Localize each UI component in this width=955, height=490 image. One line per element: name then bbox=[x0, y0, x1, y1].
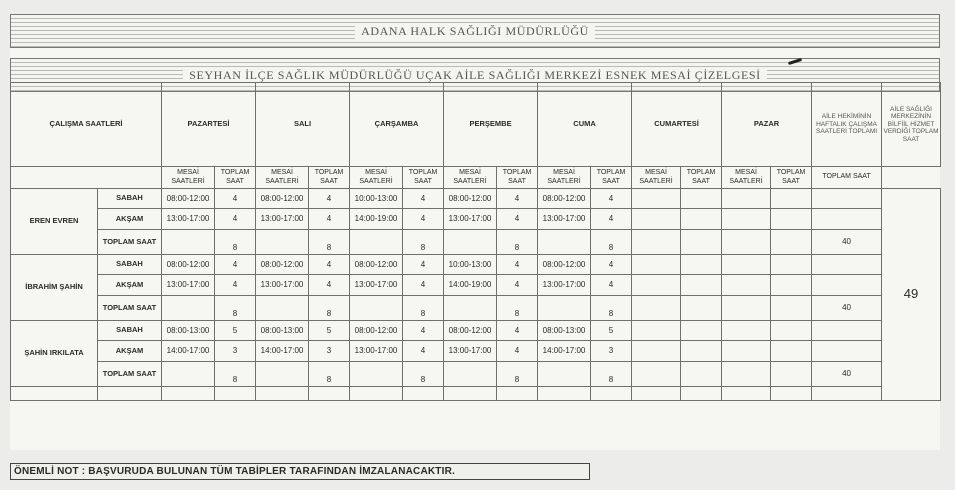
day-total-blank bbox=[538, 230, 591, 255]
doctor-name: EREN EVREN bbox=[11, 189, 98, 255]
day-total bbox=[771, 230, 812, 255]
toplam-cell: 4 bbox=[403, 209, 444, 230]
mesai-cell: 08:00-12:00 bbox=[256, 189, 309, 209]
mesai-cell: 08:00-12:00 bbox=[444, 189, 497, 209]
mesai-cell: 08:00-12:00 bbox=[350, 321, 403, 341]
weekly-hours: 40 bbox=[812, 230, 882, 255]
day-total-blank bbox=[722, 362, 771, 387]
header-toplam-saat-col: TOPLAM SAAT bbox=[812, 167, 882, 189]
shift-label-sabah: SABAH bbox=[98, 189, 162, 209]
toplam-cell: 4 bbox=[591, 189, 632, 209]
header-toplam-saat: TOPLAM SAAT bbox=[771, 167, 812, 189]
mesai-cell: 13:00-17:00 bbox=[256, 209, 309, 230]
header-mesai-saatleri: MESAİ SAATLERİ bbox=[350, 167, 403, 189]
mesai-cell: 14:00-17:00 bbox=[256, 341, 309, 362]
day-total: 8 bbox=[591, 230, 632, 255]
mesai-cell bbox=[632, 341, 681, 362]
doctor-name: İBRAHİM ŞAHİN bbox=[11, 255, 98, 321]
toplam-cell: 4 bbox=[591, 275, 632, 296]
header-day: PERŞEMBE bbox=[444, 83, 538, 167]
day-total-blank bbox=[444, 230, 497, 255]
header-mesai-saatleri: MESAİ SAATLERİ bbox=[632, 167, 681, 189]
header-day: PAZARTESİ bbox=[162, 83, 256, 167]
mesai-cell: 13:00-17:00 bbox=[350, 275, 403, 296]
day-total bbox=[771, 362, 812, 387]
header-mesai-saatleri: MESAİ SAATLERİ bbox=[444, 167, 497, 189]
shift-label-aksam: AKŞAM bbox=[98, 341, 162, 362]
blank-cell bbox=[98, 387, 162, 401]
blank-cell bbox=[256, 387, 309, 401]
day-total-blank bbox=[256, 230, 309, 255]
mesai-cell bbox=[722, 209, 771, 230]
mesai-cell: 08:00-12:00 bbox=[350, 255, 403, 275]
toplam-cell bbox=[771, 275, 812, 296]
toplam-cell bbox=[681, 321, 722, 341]
header-day: SALI bbox=[256, 83, 350, 167]
day-total bbox=[681, 230, 722, 255]
mesai-cell: 13:00-17:00 bbox=[538, 209, 591, 230]
blank-cell bbox=[403, 387, 444, 401]
blank-cell bbox=[722, 387, 771, 401]
toplam-cell bbox=[771, 341, 812, 362]
header-mesai-saatleri: MESAİ SAATLERİ bbox=[722, 167, 771, 189]
day-total-blank bbox=[632, 362, 681, 387]
page-subtitle: SEYHAN İLÇE SAĞLIK MÜDÜRLÜĞÜ UÇAK AİLE SAĞLIĞI MERKEZİ ESNEK MESAİ ÇİZELGESİ bbox=[183, 68, 767, 83]
toplam-cell bbox=[771, 209, 812, 230]
day-total-blank bbox=[162, 296, 215, 321]
weekly-empty bbox=[812, 321, 882, 341]
toplam-cell bbox=[771, 321, 812, 341]
mesai-cell bbox=[722, 255, 771, 275]
blank-cell bbox=[11, 387, 98, 401]
header-blank bbox=[11, 167, 162, 189]
day-total: 8 bbox=[403, 362, 444, 387]
weekly-empty bbox=[812, 275, 882, 296]
day-total-blank bbox=[162, 362, 215, 387]
weekly-empty bbox=[812, 255, 882, 275]
mesai-cell: 14:00-19:00 bbox=[350, 209, 403, 230]
day-total-blank bbox=[722, 230, 771, 255]
mesai-cell: 08:00-12:00 bbox=[162, 255, 215, 275]
toplam-cell bbox=[771, 189, 812, 209]
weekly-empty bbox=[812, 341, 882, 362]
header-weekly-total: AİLE HEKİMİNİN HAFTALIK ÇALIŞMA SAATLERİ TOPLAMI bbox=[812, 83, 882, 167]
day-total: 8 bbox=[215, 296, 256, 321]
header-day: CUMA bbox=[538, 83, 632, 167]
mesai-cell: 08:00-12:00 bbox=[538, 255, 591, 275]
day-total-blank bbox=[444, 296, 497, 321]
day-total-blank bbox=[256, 362, 309, 387]
day-total: 8 bbox=[497, 362, 538, 387]
day-total-blank bbox=[350, 296, 403, 321]
mesai-cell bbox=[722, 275, 771, 296]
mesai-cell: 08:00-13:00 bbox=[538, 321, 591, 341]
blank-cell bbox=[538, 387, 591, 401]
day-total: 8 bbox=[591, 296, 632, 321]
day-total: 8 bbox=[497, 296, 538, 321]
header-calisma-saatleri: ÇALIŞMA SAATLERİ bbox=[11, 83, 162, 167]
header-service-total: AİLE SAĞLIĞI MERKEZİNİN BİLFİİL HİZMET VERDİĞİ TOPLAM SAAT bbox=[882, 83, 941, 167]
day-total-blank bbox=[350, 362, 403, 387]
toplam-cell bbox=[681, 189, 722, 209]
toplam-cell: 4 bbox=[309, 255, 350, 275]
day-total bbox=[681, 362, 722, 387]
toplam-cell: 4 bbox=[403, 321, 444, 341]
header-mesai-saatleri: MESAİ SAATLERİ bbox=[256, 167, 309, 189]
page-title: ADANA HALK SAĞLIĞI MÜDÜRLÜĞÜ bbox=[355, 24, 595, 39]
header-toplam-saat: TOPLAM SAAT bbox=[681, 167, 722, 189]
toplam-cell: 4 bbox=[497, 189, 538, 209]
mesai-cell bbox=[632, 255, 681, 275]
toplam-cell: 4 bbox=[497, 321, 538, 341]
toplam-cell: 4 bbox=[215, 255, 256, 275]
day-total: 8 bbox=[215, 230, 256, 255]
toplam-cell: 4 bbox=[403, 341, 444, 362]
mesai-cell: 13:00-17:00 bbox=[350, 341, 403, 362]
day-total: 8 bbox=[215, 362, 256, 387]
doctor-name: ŞAHİN IRKILATA bbox=[11, 321, 98, 387]
mesai-cell bbox=[722, 321, 771, 341]
mesai-cell: 13:00-17:00 bbox=[162, 209, 215, 230]
mesai-cell: 08:00-12:00 bbox=[538, 189, 591, 209]
toplam-cell bbox=[771, 255, 812, 275]
mesai-cell: 14:00-17:00 bbox=[538, 341, 591, 362]
day-total-blank bbox=[722, 296, 771, 321]
mesai-cell bbox=[722, 189, 771, 209]
header-toplam-saat: TOPLAM SAAT bbox=[309, 167, 350, 189]
mesai-cell: 14:00-17:00 bbox=[162, 341, 215, 362]
header-toplam-saat: TOPLAM SAAT bbox=[215, 167, 256, 189]
shift-label-toplam: TOPLAM SAAT bbox=[98, 296, 162, 321]
blank-cell bbox=[309, 387, 350, 401]
blank-cell bbox=[162, 387, 215, 401]
toplam-cell bbox=[681, 275, 722, 296]
weekly-hours: 40 bbox=[812, 362, 882, 387]
toplam-cell bbox=[681, 341, 722, 362]
blank-cell bbox=[444, 387, 497, 401]
mesai-cell bbox=[632, 209, 681, 230]
service-hours-total: 49 bbox=[882, 189, 941, 401]
day-total-blank bbox=[162, 230, 215, 255]
blank-cell bbox=[681, 387, 722, 401]
blank-cell bbox=[771, 387, 812, 401]
mesai-cell: 10:00-13:00 bbox=[350, 189, 403, 209]
toplam-cell: 5 bbox=[591, 321, 632, 341]
day-total-blank bbox=[256, 296, 309, 321]
blank-cell bbox=[497, 387, 538, 401]
header-day: ÇARŞAMBA bbox=[350, 83, 444, 167]
day-total: 8 bbox=[403, 296, 444, 321]
header-day: PAZAR bbox=[722, 83, 812, 167]
toplam-cell: 4 bbox=[591, 255, 632, 275]
toplam-cell: 4 bbox=[309, 189, 350, 209]
toplam-cell: 4 bbox=[215, 275, 256, 296]
toplam-cell: 3 bbox=[309, 341, 350, 362]
day-total-blank bbox=[444, 362, 497, 387]
mesai-cell: 13:00-17:00 bbox=[162, 275, 215, 296]
header-toplam-saat: TOPLAM SAAT bbox=[403, 167, 444, 189]
toplam-cell: 5 bbox=[215, 321, 256, 341]
shift-label-aksam: AKŞAM bbox=[98, 209, 162, 230]
mesai-cell: 13:00-17:00 bbox=[444, 341, 497, 362]
toplam-cell: 4 bbox=[215, 189, 256, 209]
mesai-cell: 13:00-17:00 bbox=[444, 209, 497, 230]
toplam-cell: 4 bbox=[215, 209, 256, 230]
toplam-cell bbox=[681, 255, 722, 275]
header-day: CUMARTESİ bbox=[632, 83, 722, 167]
weekly-empty bbox=[812, 209, 882, 230]
day-total: 8 bbox=[403, 230, 444, 255]
toplam-cell: 4 bbox=[403, 189, 444, 209]
mesai-cell bbox=[632, 321, 681, 341]
toplam-cell: 4 bbox=[497, 209, 538, 230]
header-mesai-saatleri: MESAİ SAATLERİ bbox=[162, 167, 215, 189]
shift-label-aksam: AKŞAM bbox=[98, 275, 162, 296]
blank-cell bbox=[632, 387, 681, 401]
blank-cell bbox=[350, 387, 403, 401]
mesai-cell: 14:00-19:00 bbox=[444, 275, 497, 296]
mesai-cell: 08:00-13:00 bbox=[256, 321, 309, 341]
toplam-cell: 4 bbox=[591, 209, 632, 230]
day-total bbox=[681, 296, 722, 321]
header-toplam-saat: TOPLAM SAAT bbox=[497, 167, 538, 189]
toplam-cell: 4 bbox=[497, 255, 538, 275]
day-total: 8 bbox=[591, 362, 632, 387]
mesai-cell: 10:00-13:00 bbox=[444, 255, 497, 275]
mesai-cell: 08:00-12:00 bbox=[162, 189, 215, 209]
day-total-blank bbox=[632, 296, 681, 321]
toplam-cell: 4 bbox=[403, 275, 444, 296]
mesai-cell bbox=[632, 275, 681, 296]
mesai-cell bbox=[722, 341, 771, 362]
mesai-cell: 08:00-12:00 bbox=[256, 255, 309, 275]
toplam-cell: 4 bbox=[497, 275, 538, 296]
day-total-blank bbox=[538, 362, 591, 387]
toplam-cell: 3 bbox=[215, 341, 256, 362]
weekly-empty bbox=[812, 189, 882, 209]
day-total: 8 bbox=[309, 362, 350, 387]
blank-cell bbox=[812, 387, 882, 401]
shift-label-sabah: SABAH bbox=[98, 255, 162, 275]
mesai-cell: 08:00-12:00 bbox=[444, 321, 497, 341]
blank-cell bbox=[215, 387, 256, 401]
shift-label-sabah: SABAH bbox=[98, 321, 162, 341]
toplam-cell: 5 bbox=[309, 321, 350, 341]
day-total-blank bbox=[350, 230, 403, 255]
shift-label-toplam: TOPLAM SAAT bbox=[98, 230, 162, 255]
toplam-cell: 4 bbox=[309, 209, 350, 230]
mesai-cell: 08:00-13:00 bbox=[162, 321, 215, 341]
day-total: 8 bbox=[309, 230, 350, 255]
important-note: ÖNEMLİ NOT : BAŞVURUDA BULUNAN TÜM TABİPLER TARAFINDAN İMZALANACAKTIR. bbox=[10, 463, 590, 480]
header-toplam-saat: TOPLAM SAAT bbox=[591, 167, 632, 189]
shift-label-toplam: TOPLAM SAAT bbox=[98, 362, 162, 387]
mesai-cell bbox=[632, 189, 681, 209]
mesai-cell: 13:00-17:00 bbox=[256, 275, 309, 296]
day-total-blank bbox=[538, 296, 591, 321]
schedule-sheet bbox=[10, 14, 940, 477]
day-total: 8 bbox=[497, 230, 538, 255]
toplam-cell: 4 bbox=[309, 275, 350, 296]
day-total: 8 bbox=[309, 296, 350, 321]
mesai-cell: 13:00-17:00 bbox=[538, 275, 591, 296]
schedule-table bbox=[10, 82, 941, 401]
day-total bbox=[771, 296, 812, 321]
header-mesai-saatleri: MESAİ SAATLERİ bbox=[538, 167, 591, 189]
blank-cell bbox=[591, 387, 632, 401]
day-total-blank bbox=[632, 230, 681, 255]
toplam-cell bbox=[681, 209, 722, 230]
toplam-cell: 4 bbox=[497, 341, 538, 362]
title-bar bbox=[10, 14, 940, 48]
toplam-cell: 3 bbox=[591, 341, 632, 362]
toplam-cell: 4 bbox=[403, 255, 444, 275]
weekly-hours: 40 bbox=[812, 296, 882, 321]
